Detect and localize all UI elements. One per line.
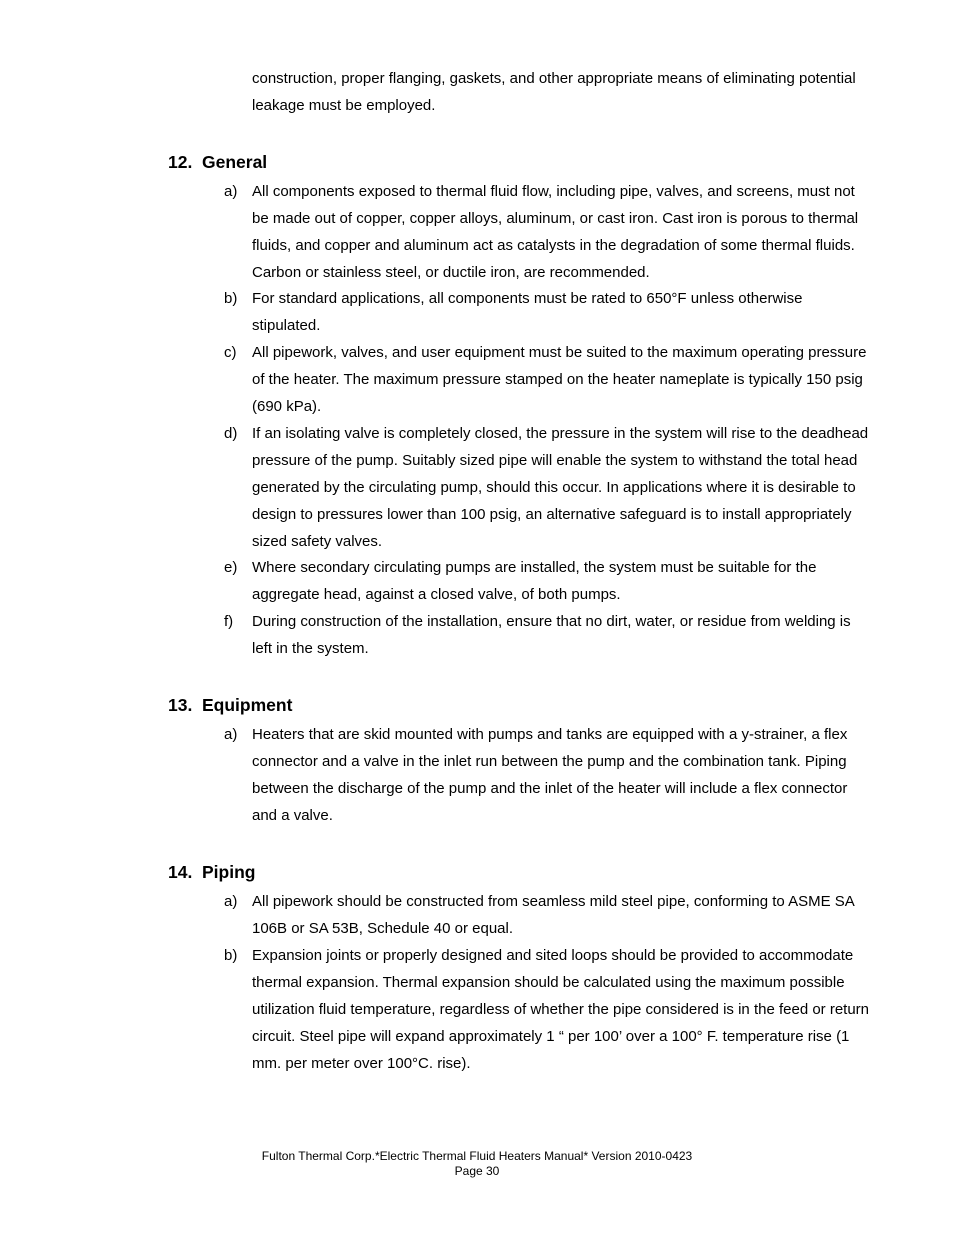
list-item-text: Heaters that are skid mounted with pumps and tanks are equipped with a y-strainer, a flex connector and a valve in the inlet run between the pump and the combination tank. Piping between the discharge of the pump and the inlet of the heater will include a flex connector and a valve. <box>252 726 848 824</box>
section-number: 14. <box>168 862 193 882</box>
list-marker: a) <box>224 183 238 200</box>
section-heading-general <box>168 151 267 173</box>
section-title: Piping <box>202 862 256 882</box>
list-marker: b) <box>224 290 238 307</box>
list-marker: a) <box>224 893 238 910</box>
list-marker: a) <box>224 726 238 743</box>
page-footer <box>0 1149 954 1179</box>
list-item-text: All pipework should be constructed from seamless mild steel pipe, conforming to ASME SA 106B or SA 53B, Schedule 40 or equal. <box>252 893 854 937</box>
page-number: Page 30 <box>454 1164 500 1178</box>
list-item <box>224 608 872 662</box>
list-item <box>224 420 872 555</box>
list-item <box>224 554 872 608</box>
list-item-text: During construction of the installation, ensure that no dirt, water, or residue from welding is left in the system. <box>252 613 851 657</box>
list-item <box>224 285 872 339</box>
intro-paragraph: construction, proper flanging, gaskets, and other appropriate means of eliminating potential leakage must be employed. <box>252 70 856 114</box>
section-heading-piping <box>168 861 255 883</box>
list-item-text: If an isolating valve is completely closed, the pressure in the system will rise to the deadhead pressure of the pump. Suitably sized pipe will enable the system to withstand the total head generated by the circulating pump, should this occur. In applications where it is desirable to design to pressures lower than 100 psig, an alternative safeguard is to install appropriately sized safety valves. <box>252 425 869 550</box>
list-item-text: All components exposed to thermal fluid flow, including pipe, valves, and screens, must not be made out of copper, copper alloys, aluminum, or cast iron. Cast iron is porous to thermal fluids, and copper and aluminum act as catalysts in the degradation of some thermal fluids. Carbon or stainless steel, or ductile iron, are recommended. <box>252 183 859 281</box>
list-item-text: Expansion joints or properly designed and sited loops should be provided to accommodate thermal expansion. Thermal expansion should be calculated using the maximum possible utilization fluid temperature, regardless of whether the pipe considered is in the feed or return circuit. Steel pipe will expand approximately 1 “ per 100’ over a 100° F. temperature rise (1 mm. per meter over 100°C. rise). <box>252 947 870 1072</box>
section-title: General <box>202 152 268 172</box>
section-title: Equipment <box>202 695 293 715</box>
list-item <box>224 942 872 1077</box>
list-item-text: Where secondary circulating pumps are installed, the system must be suitable for the aggregate head, against a closed valve, of both pumps. <box>252 559 817 603</box>
list-item <box>224 721 872 829</box>
list-item <box>224 888 872 942</box>
list-item-text: All pipework, valves, and user equipment must be suited to the maximum operating pressure of the heater. The maximum pressure stamped on the heater nameplate is typically 150 psig (690 kPa). <box>252 344 867 415</box>
list-marker: f) <box>224 613 234 630</box>
list-marker: c) <box>224 344 237 361</box>
section-heading-equipment <box>168 694 292 716</box>
list-item <box>224 178 872 286</box>
footer-document-title: Fulton Thermal Corp.*Electric Thermal Fluid Heaters Manual* Version 2010-0423 <box>261 1149 693 1163</box>
list-item-text: For standard applications, all components must be rated to 650°F unless otherwise stipulated. <box>252 290 803 334</box>
section-number: 13. <box>168 695 193 715</box>
list-item <box>224 339 872 420</box>
list-marker: e) <box>224 559 238 576</box>
section-number: 12. <box>168 152 193 172</box>
list-marker: b) <box>224 947 238 964</box>
list-marker: d) <box>224 425 238 442</box>
